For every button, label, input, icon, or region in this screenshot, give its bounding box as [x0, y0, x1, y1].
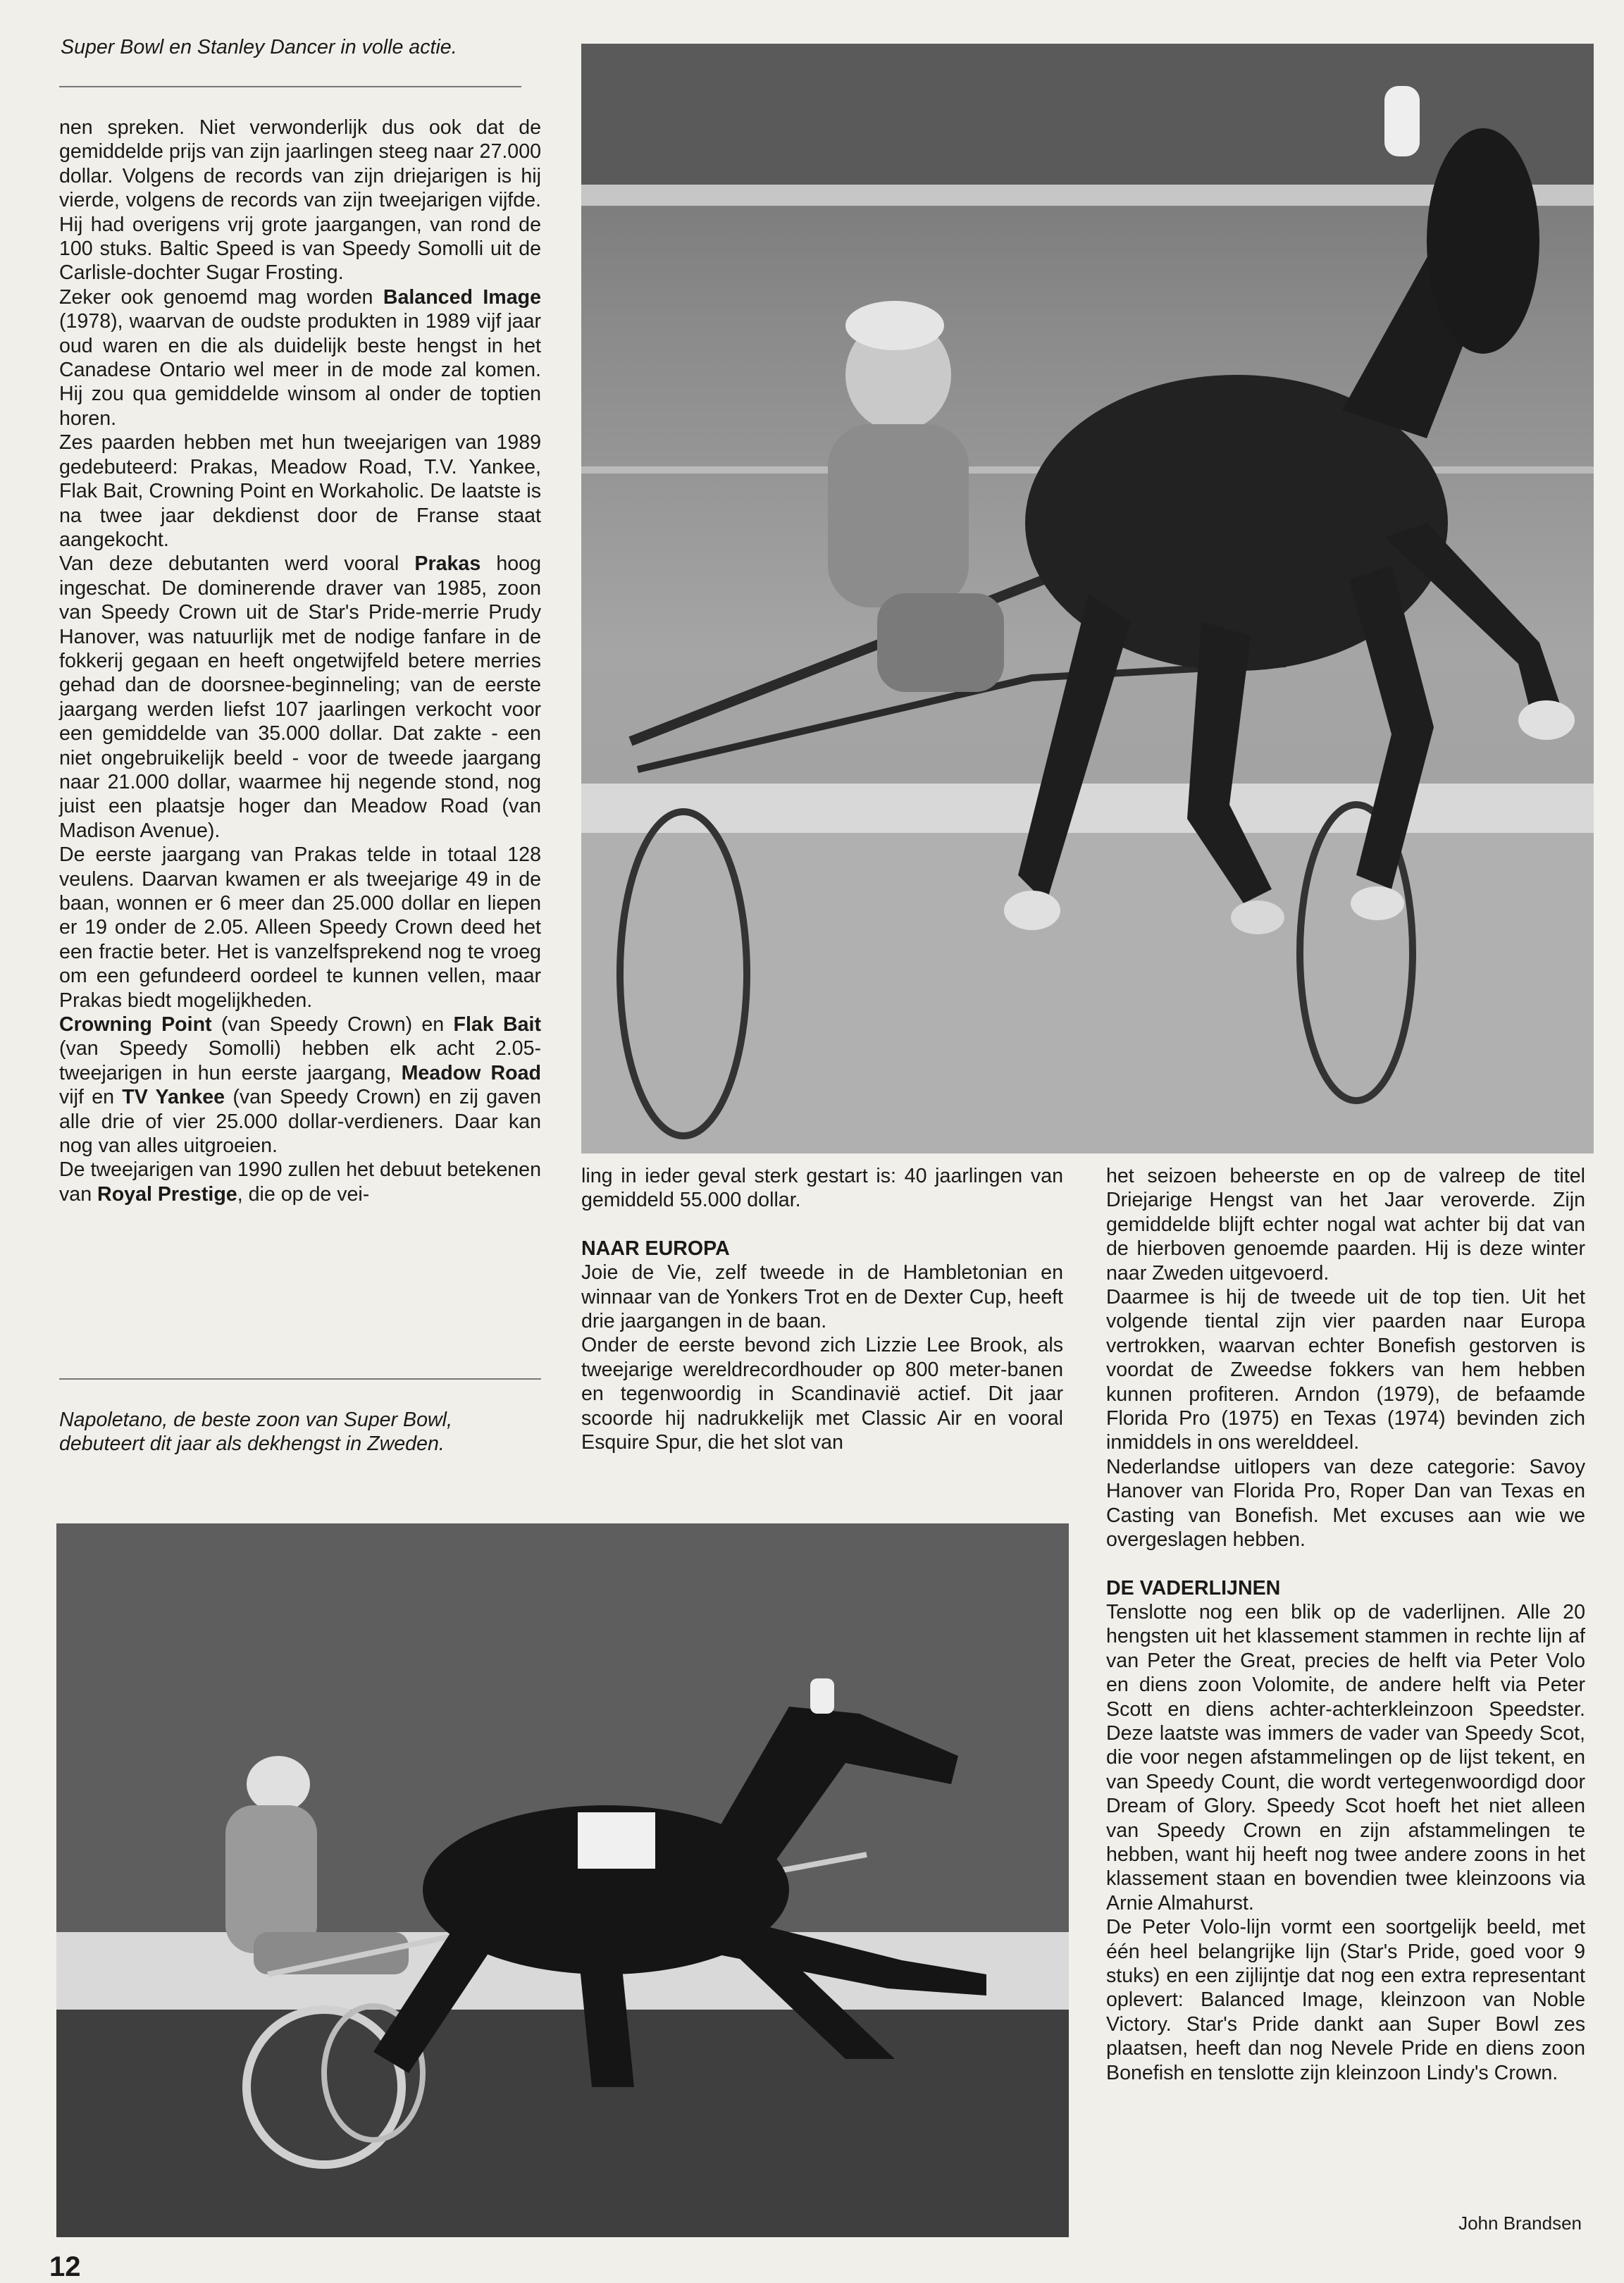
col2-paragraph-1: ling in ieder geval sterk gestart is: 40 jaarlingen van gemiddeld 55.000 dollar.: [581, 1165, 1063, 1212]
heading-naar-europa: NAAR EUROPA: [581, 1237, 730, 1260]
horse-photo-bottom: [56, 1523, 1069, 2237]
caption-middle: Napoletano, de beste zoon van Super Bowl, debuteert dit jaar als dekhengst in Zweden.: [59, 1409, 452, 1456]
page-number: 12: [49, 2251, 81, 2282]
col1-paragraph-1: nen spreken. Niet verwonderlijk dus ook dat de gemiddelde prijs van zijn jaarlingen steeg naar 27.000 dollar. Volgens de records van zijn driejarigen is hij vierde, volgens de records van zijn tweejarigen vijfde. Hij had overigens vrij grote jaargangen, van rond de 100 stuks. Baltic Speed is van Speedy Somolli uit de Carlisle-dochter Sugar Frosting.: [59, 116, 541, 285]
col1-paragraph-6: Crowning Point (van Speedy Crown) en Flak Bait (van Speedy Somolli) hebben elk acht 2.05-tweejarigen in hun eerste jaargang, Meadow Road vijf en TV Yankee (van Speedy Crown) en zij gaven alle drie of vier 25.000 dollar-verdieners. Daar kan nog van alles uitgroeien.: [59, 1013, 541, 1158]
author-credit: John Brandsen: [1458, 2213, 1582, 2234]
column-1: [59, 116, 541, 1206]
col2-paragraph-2: Joie de Vie, zelf tweede in de Hambletonian en winnaar van de Yonkers Trot en de Dexter Cup, heeft drie jaargangen in de baan.: [581, 1261, 1063, 1333]
col3-paragraph-4: Tenslotte nog een blik op de vaderlijnen. Alle 20 hengsten uit het klassement stammen in rechte lijn af van Peter the Great, precies de helft via Peter Volo en diens zoon Volomite, de andere helft via Peter Scott en diens achter-achterkleinzoon Speedster. Deze laatste was immers de vader van Speedy Scot, die voor negen afstammelingen op de lijst tekent, en van Speedy Count, die wordt vertegenwoordigd door Dream of Glory. Speedy Scot hoeft het niet alleen van Speedy Crown en zijn afstammelingen te hebben, want hij heeft nog twee andere zoons in het klassement staan en bovendien twee kleinzoons via Arnie Almahurst.: [1106, 1600, 1585, 1914]
horse-photo-top: [581, 44, 1594, 1153]
trotter-photo-2-image: [56, 1523, 1069, 2237]
col1-paragraph-3: Zes paarden hebben met hun tweejarigen van 1989 gedebuteerd: Prakas, Meadow Road, T.V. Yankee, Flak Bait, Crowning Point en Workaholic. De laatste is na twee jaar dekdienst door de Franse staat aangekocht.: [59, 431, 541, 551]
col1-paragraph-2: Zeker ook genoemd mag worden Balanced Image (1978), waarvan de oudste produkten in 1989 vijf jaar oud waren en die als duidelijk beste hengst in het Canadese Ontario wel meer in de mode zal komen. Hij zou qua gemiddelde winsom al onder de toptien horen.: [59, 285, 541, 430]
caption-rule-top: [59, 86, 521, 87]
col1-paragraph-4: Van deze debutanten werd vooral Prakas hoog ingeschat. De dominerende draver van 1985, zoon van Speedy Crown uit de Star's Pride-merrie Prudy Hanover, was natuurlijk met de nodige fanfare in de fokkerij gegaan en heeft ongetwijfeld betere merries gehad dan de doorsnee-beginneling; van de eerste jaargang werden liefst 107 jaarlingen verkocht voor een gemiddelde van 35.000 dollar. Dat zakte - een niet ongebruikelijk beeld - voor de tweede jaargang naar 21.000 dollar, waarmee hij negende stond, nog juist een plaatsje hoger dan Meadow Road (van Madison Avenue).: [59, 552, 541, 842]
col1-paragraph-7: De tweejarigen van 1990 zullen het debuut betekenen van Royal Prestige, die op de vei-: [59, 1158, 541, 1206]
column-2: [581, 1164, 1063, 1454]
column-3: [1106, 1164, 1585, 2085]
trotter-photo-1-image: [581, 44, 1594, 1153]
caption-rule-middle: [59, 1378, 541, 1380]
col3-paragraph-1: het seizoen beheerste en op de valreep de titel Driejarige Hengst van het Jaar veroverde. Zijn gemiddelde blijft echter nogal wat achter bij dat van de hierboven genoemde paarden. Hij is deze winter naar Zweden uitgevoerd.: [1106, 1165, 1585, 1285]
col3-paragraph-5: De Peter Volo-lijn vormt een soortgelijk beeld, met één heel belangrijke lijn (Star's Pride, goed voor 9 stuks) en een zijlijntje dat nog een extra representant oplevert: Balanced Image, kleinzoon van Noble Victory. Star's Pride dankt aan Super Bowl zes plaatsen, heeft dan nog Nevele Pride en diens zoon Bonefish en tenslotte zijn kleinzoon Lindy's Crown.: [1106, 1916, 1585, 2084]
col3-paragraph-3: Nederlandse uitlopers van deze categorie: Savoy Hanover van Florida Pro, Roper Dan van Texas en Casting van Bonefish. Met excuses aan wie we overgeslagen hebben.: [1106, 1455, 1585, 1552]
heading-de-vaderlijnen: DE VADERLIJNEN: [1106, 1576, 1281, 1600]
col1-paragraph-5: De eerste jaargang van Prakas telde in totaal 128 veulens. Daarvan kwamen er als tweejarige 49 in de baan, wonnen er 6 meer dan 25.000 dollar en liepen er 19 onder de 2.05. Alleen Speedy Crown deed het een fractie beter. Het is vanzelfsprekend nog te vroeg om een gefundeerd oordeel te kunnen vellen, maar Prakas biedt mogelijkheden.: [59, 843, 541, 1012]
caption-top: Super Bowl en Stanley Dancer in volle actie.: [61, 36, 457, 58]
col3-paragraph-2: Daarmee is hij de tweede uit de top tien. Uit het volgende tiental zijn vier paarden naar Europa vertrokken, waarvan echter Bonefish gestorven is voordat de Zweedse fokkers van hem hebben kunnen profiteren. Arndon (1979), de befaamde Florida Pro (1975) en Texas (1974) bevinden zich inmiddels in ons werelddeel.: [1106, 1286, 1585, 1454]
col2-paragraph-3: Onder de eerste bevond zich Lizzie Lee Brook, als tweejarige wereldrecordhouder op 800 meter-banen en tegenwoordig in Scandinavië actief. Dit jaar scoorde hij nadrukkelijk met Classic Air en vooral Esquire Spur, die het slot van: [581, 1334, 1063, 1454]
